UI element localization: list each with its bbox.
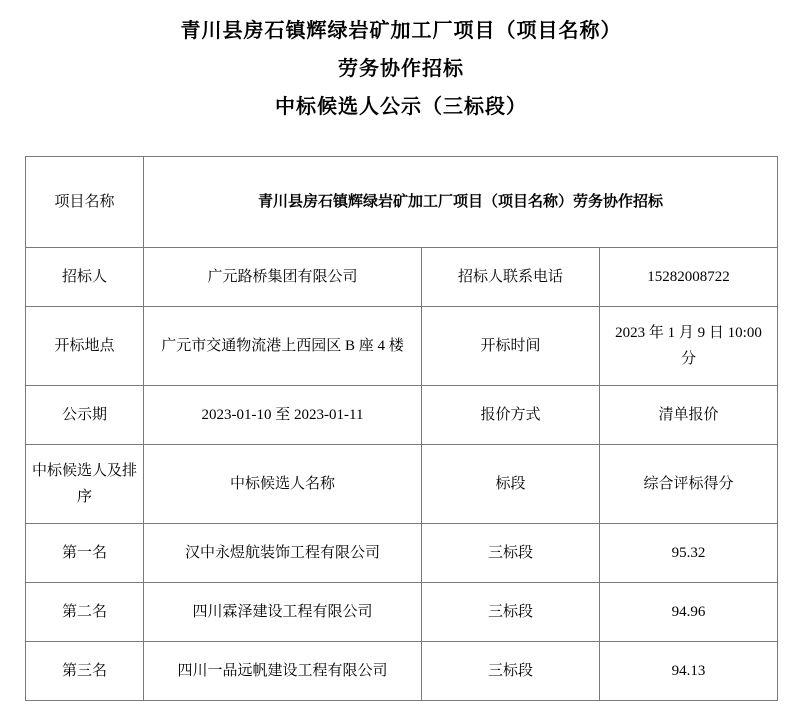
table-row	[26, 248, 778, 307]
candidate-score-2: 94.96	[600, 583, 778, 642]
bid-time-value: 2023 年 1 月 9 日 10:00 分	[600, 307, 778, 386]
candidate-name-1: 汉中永煜航装饰工程有限公司	[144, 524, 422, 583]
section-header: 标段	[422, 445, 600, 524]
publicity-period-label: 公示期	[26, 386, 144, 445]
quote-method-value: 清单报价	[600, 386, 778, 445]
candidate-score-1: 95.32	[600, 524, 778, 583]
page-title	[0, 0, 802, 126]
candidate-section-3: 三标段	[422, 642, 600, 701]
bid-time-label: 开标时间	[422, 307, 600, 386]
bid-place-value: 广元市交通物流港上西园区 B 座 4 楼	[144, 307, 422, 386]
page-title-line-3: 中标候选人公示（三标段）	[275, 96, 527, 118]
table-row	[26, 445, 778, 524]
table-row	[26, 642, 778, 701]
page-title-line-2: 劳务协作招标	[338, 58, 464, 80]
page-title-line-1: 青川县房石镇辉绿岩矿加工厂项目（项目名称）	[180, 20, 622, 42]
candidate-section-2: 三标段	[422, 583, 600, 642]
candidate-name-2: 四川霖泽建设工程有限公司	[144, 583, 422, 642]
candidate-rank-3: 第三名	[26, 642, 144, 701]
tenderee-value: 广元路桥集团有限公司	[144, 248, 422, 307]
announcement-table	[25, 156, 778, 701]
candidate-rank-1: 第一名	[26, 524, 144, 583]
tenderee-phone-label: 招标人联系电话	[422, 248, 600, 307]
candidate-section-1: 三标段	[422, 524, 600, 583]
project-name-label: 项目名称	[26, 157, 144, 248]
candidate-score-3: 94.13	[600, 642, 778, 701]
project-name-value: 青川县房石镇辉绿岩矿加工厂项目（项目名称）劳务协作招标	[144, 157, 778, 248]
candidates-label: 中标候选人及排序	[26, 445, 144, 524]
candidate-name-header: 中标候选人名称	[144, 445, 422, 524]
candidate-name-3: 四川一品远帆建设工程有限公司	[144, 642, 422, 701]
bid-place-label: 开标地点	[26, 307, 144, 386]
table-row	[26, 307, 778, 386]
table-row	[26, 157, 778, 248]
announcement-table-wrapper	[0, 156, 802, 701]
publicity-period-value: 2023-01-10 至 2023-01-11	[144, 386, 422, 445]
tenderee-phone-value: 15282008722	[600, 248, 778, 307]
table-row	[26, 386, 778, 445]
table-row	[26, 583, 778, 642]
score-header: 综合评标得分	[600, 445, 778, 524]
table-row	[26, 524, 778, 583]
tenderee-label: 招标人	[26, 248, 144, 307]
candidate-rank-2: 第二名	[26, 583, 144, 642]
quote-method-label: 报价方式	[422, 386, 600, 445]
